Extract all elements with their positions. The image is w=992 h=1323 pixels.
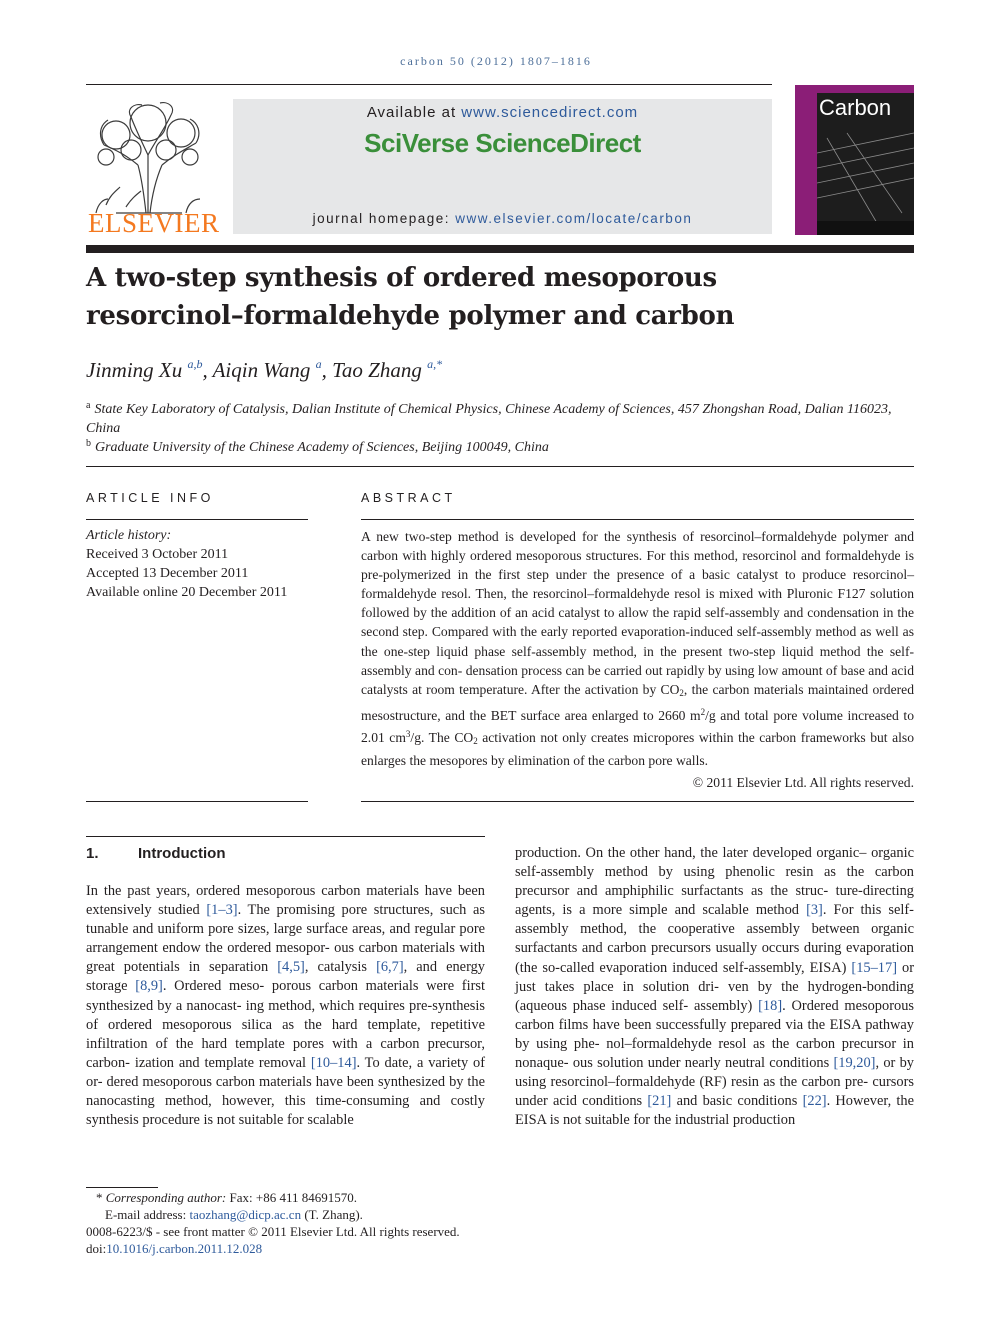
- cover-title: Carbon: [819, 95, 892, 120]
- abstract-text: formaldehyde is pre-polymerized in the first step under the presence of a basic catalyst: [361, 548, 915, 583]
- body-text: ture-directing agents, is a more simple and scalable method: [515, 883, 914, 919]
- subscript: 2: [473, 735, 478, 746]
- citation-link[interactable]: [22]: [802, 1093, 827, 1110]
- journal-reference: carbon 50 (2012) 1807–1816: [400, 54, 592, 68]
- intro-left-column: [86, 882, 485, 1130]
- body-text: nol–formaldehyde resol as the carbon precursor in nonaque-: [515, 1035, 915, 1072]
- email-suffix: (T. Zhang).: [301, 1207, 363, 1222]
- intro-rule: [86, 836, 485, 837]
- abstract-text: increased to 2.01 cm: [361, 707, 915, 745]
- affiliation-rule: [86, 466, 914, 467]
- author-separator: ,: [321, 358, 333, 382]
- affiliation-a: [86, 396, 914, 438]
- body-text: ization and template removal: [134, 1054, 311, 1071]
- body-text: ous solution under nearly neutral conditions: [572, 1055, 834, 1072]
- abstract-body: [361, 527, 914, 770]
- body-text: self-assembly, EISA): [722, 959, 852, 976]
- abstract-text: frameworks but also enlarges the mesopores by elimination of the carbon pore walls.: [361, 729, 914, 769]
- abstract-text: /g. The CO: [410, 729, 474, 745]
- available-at-prefix: Available at: [366, 104, 462, 121]
- abstract-text: , the carbon materials maintained ordered: [683, 681, 914, 697]
- author-list: [86, 357, 442, 383]
- author-affiliation-mark[interactable]: a,b: [187, 357, 203, 371]
- cover-pattern-icon: [817, 93, 914, 235]
- body-text: porous carbon materials were first synthesized by a nanocast-: [86, 978, 485, 1014]
- abstract-text: and carbon with highly ordered mesoporous structures. For this method, resorcinol and: [361, 529, 915, 564]
- body-text: and basic conditions: [671, 1093, 803, 1110]
- author-name: Aiqin Wang: [212, 358, 311, 382]
- email-link[interactable]: taozhang@dicp.ac.cn: [189, 1207, 302, 1222]
- email-label: E-mail address:: [105, 1207, 190, 1222]
- body-text: using resorcinol–formaldehyde (RF) resin as the carbon pre-: [515, 1074, 869, 1091]
- body-text: carbon precursor and amphiphilic surfactants as the struc-: [515, 864, 914, 900]
- body-text: , and energy storage: [86, 959, 485, 995]
- author-affiliation-mark[interactable]: a,*: [427, 357, 443, 371]
- body-text: assembly): [694, 997, 759, 1014]
- body-text: production. On the other hand, the later developed organic–: [515, 845, 867, 861]
- article-info-rule: [86, 519, 308, 520]
- body-text: . For this self-assembly method, the cooperative assembly: [515, 902, 914, 938]
- body-text: been extensively studied: [86, 883, 485, 919]
- homepage-prefix: journal homepage:: [312, 211, 456, 226]
- received-date: Received 3 October 2011: [86, 547, 229, 562]
- body-text: successfully prepared via the EISA pathway by using phe-: [515, 1016, 914, 1052]
- article-history: [86, 526, 308, 602]
- abstract-heading: ABSTRACT: [361, 491, 456, 505]
- body-text: . To date, a variety of or-: [86, 1054, 486, 1090]
- header-thick-rule: [86, 245, 914, 253]
- body-text: dered mesoporous carbon materials have been synthesized: [106, 1073, 446, 1090]
- doi-line: [86, 1240, 262, 1257]
- article-info-bottom-rule: [86, 801, 308, 802]
- affiliation-text: Graduate University of the Chinese Academy of Sciences, Beijing 100049, China: [95, 440, 549, 455]
- journal-cover: [795, 85, 914, 235]
- body-text: and regular pore arrangement endow the ordered mesopor-: [86, 921, 486, 957]
- accepted-date: Accepted 13 December 2011: [86, 566, 249, 581]
- abstract-bottom-rule: [361, 801, 914, 802]
- intro-right-column: [515, 844, 914, 1130]
- corresponding-author-note: [96, 1189, 357, 1206]
- body-text: organic self-assembly method by using phenolic resin as the: [515, 845, 914, 881]
- body-text: In the past years, ordered mesoporous carbon materials have: [86, 883, 452, 899]
- footnote-star: *: [96, 1190, 103, 1205]
- author-name: Jinming Xu: [86, 358, 183, 382]
- abstract-text: mixed with Pluronic F127 solution followed by the addition of an acid catalyst to allow: [361, 586, 914, 621]
- body-text: . The promising pore structures,: [237, 902, 434, 919]
- affiliation-mark: a: [86, 400, 91, 411]
- footnote-rule: [86, 1187, 158, 1188]
- body-text: , or by: [875, 1055, 914, 1072]
- sciencedirect-link[interactable]: www.sciencedirect.com: [461, 104, 639, 121]
- body-text: cursors under acid conditions: [515, 1074, 914, 1110]
- abstract-text: at room temperature. After the activation by CO: [412, 681, 680, 697]
- body-text: by the nanocasting method, however, this time-consuming: [86, 1073, 485, 1110]
- author-affiliation-mark[interactable]: a: [315, 357, 322, 371]
- citation-link[interactable]: [18]: [758, 997, 783, 1014]
- abstract-text: reported evaporation-induced self-assembly method as well as the one-step liquid phase: [361, 624, 914, 659]
- elsevier-wordmark: ELSEVIER: [88, 208, 220, 238]
- body-text: ven by the hydrogen-bonding (aqueous phase induced self-: [515, 978, 914, 1014]
- body-text: of the hard template pores with a carbon precursor, carbon-: [86, 1035, 485, 1071]
- header-rule: [86, 84, 772, 85]
- abstract-text: /g and total pore volume: [705, 707, 843, 723]
- citation-link[interactable]: [1–3]: [206, 902, 238, 919]
- citation-link[interactable]: [4,5]: [277, 959, 305, 976]
- body-text: mesoporous silica as the hard template, repetitive infiltration: [86, 1016, 486, 1052]
- abstract-rule: [361, 519, 914, 520]
- section-title: Introduction: [138, 845, 226, 862]
- affiliation-text: State Key Laboratory of Catalysis, Dalian Institute of Chemical Physics, Chinese Academy of Sciences, 457 Zhongshan Road, Dalian 116023, China: [86, 402, 892, 436]
- abstract-copyright: © 2011 Elsevier Ltd. All rights reserved.: [692, 775, 914, 790]
- citation-link[interactable]: [6,7]: [376, 959, 404, 976]
- doi-link[interactable]: 10.1016/j.carbon.2011.12.028: [106, 1241, 263, 1256]
- superscript: 2: [700, 706, 706, 717]
- section-number: 1.: [86, 845, 99, 862]
- affiliation-mark: b: [86, 438, 91, 449]
- abstract-text: densation process can be carried out rapidly by using low amount of base and acid catalysts: [361, 662, 915, 697]
- body-text: between organic surfactants and carbon precursors usually: [515, 921, 915, 957]
- history-label: Article history:: [86, 528, 172, 543]
- available-at: [233, 104, 772, 121]
- corresponding-label: Corresponding author:: [105, 1190, 227, 1205]
- corresponding-text: Fax: +86 411 84691570.: [226, 1190, 357, 1205]
- abstract-text: self-assembly method, in the present two-step liquid method the self-assembly and con-: [361, 643, 914, 678]
- body-text: occurs during evaporation (the so-called evaporation induced: [515, 940, 914, 976]
- title-line-2: resorcinol–formaldehyde polymer and carbon: [86, 301, 735, 331]
- citation-link[interactable]: [21]: [647, 1093, 672, 1110]
- cover-image: [817, 93, 914, 235]
- abstract-text: activation not only creates micropores within the carbon: [477, 729, 797, 745]
- author-name: Tao Zhang: [332, 358, 422, 382]
- subscript: 2: [679, 687, 684, 698]
- journal-homepage: [233, 211, 772, 226]
- body-text: . Ordered meso-: [162, 978, 265, 995]
- abstract-text: A new two-step method is developed for the synthesis of resorcinol–formaldehyde polymer: [361, 529, 889, 544]
- issn-line: 0008-6223/$ - see front matter © 2011 Elsevier Ltd. All rights reserved.: [86, 1224, 460, 1239]
- author-separator: ,: [202, 358, 213, 382]
- sciverse-logo-text: SciVerse ScienceDirect: [364, 128, 641, 158]
- abstract-text: mesostructure, and the BET surface area enlarged to 2660 m: [361, 707, 701, 723]
- body-text: However, the EISA is not suitable for the industrial production: [515, 1093, 914, 1129]
- superscript: 3: [405, 728, 411, 739]
- affiliation-b: [86, 434, 914, 457]
- body-text: .: [826, 1093, 831, 1110]
- citation-link[interactable]: [10–14]: [310, 1054, 357, 1071]
- citation-link[interactable]: [3]: [806, 902, 823, 919]
- body-text: ing method, which requires pre-synthesis of ordered: [86, 997, 485, 1033]
- body-text: . Ordered mesoporous carbon films have been: [515, 997, 914, 1033]
- body-text: or just takes place in solution dri-: [515, 959, 914, 995]
- body-text: and costly synthesis procedure is not suitable for scalable: [86, 1093, 485, 1129]
- abstract-text: to produce resorcinol–formaldehyde resol. Then, the resorcinol–formaldehyde resol is: [361, 567, 914, 602]
- citation-link[interactable]: [19,20]: [833, 1055, 876, 1072]
- citation-link[interactable]: [8,9]: [135, 978, 163, 995]
- article-title: [86, 259, 846, 335]
- online-date: Available online 20 December 2011: [86, 585, 288, 600]
- journal-homepage-link[interactable]: www.elsevier.com/locate/carbon: [455, 211, 693, 226]
- title-line-1: A two-step synthesis of ordered mesoporous: [86, 263, 717, 293]
- abstract-text: the rapid self-assembly and condensation in the second step. Compared with the early: [361, 605, 914, 640]
- body-text: , catalysis: [304, 959, 377, 976]
- email-note: [105, 1206, 363, 1223]
- body-text: ous carbon materials with great potentials in separation: [86, 940, 485, 976]
- body-text: such as tunable and uniform pore sizes, large surface areas,: [86, 902, 485, 938]
- section-heading-introduction: [86, 845, 225, 862]
- doi-prefix: doi:: [86, 1241, 107, 1256]
- article-info-heading: ARTICLE INFO: [86, 491, 214, 505]
- citation-link[interactable]: [15–17]: [851, 959, 897, 976]
